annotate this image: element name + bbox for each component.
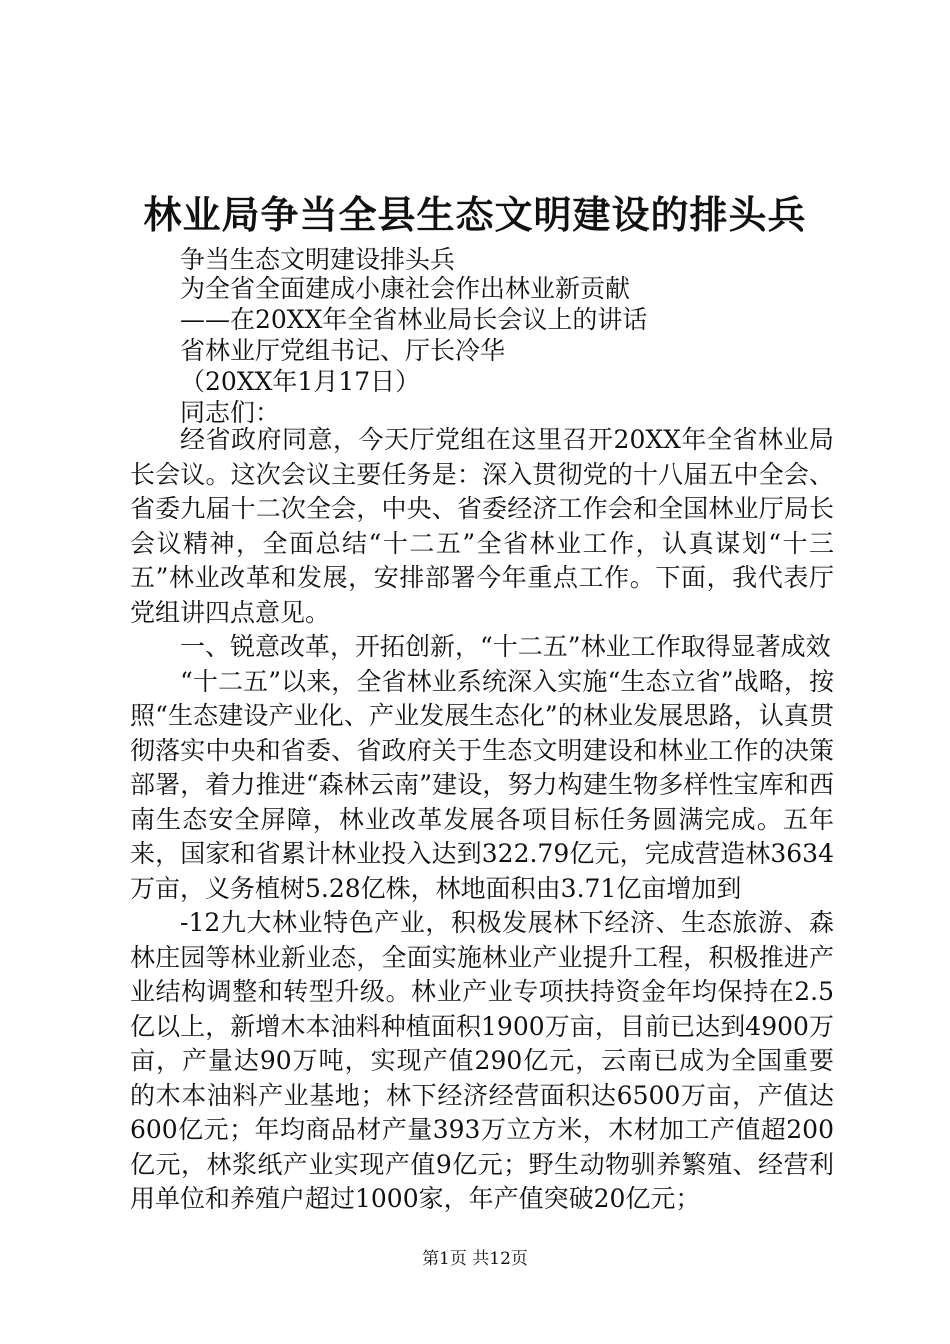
page-footer: 第1页 共12页 [422,1249,528,1269]
document-title: 林业局争当全县生态文明建设的排头兵 [143,192,807,237]
speech-occasion: ——在20XX年全省林业局长会议上的讲话 [180,305,648,334]
subtitle-line: 争当生态文明建设排头兵 [180,245,456,274]
subtitle-line: 为全省全面建成小康社会作出林业新贡献 [180,274,631,303]
paragraph: “十二五”以来，全省林业系统深入实施“生态立省”战略，按照“生态建设产业化、产业发展生态化”的林业发展思路，认真贯彻落实中央和省委、省政府关于生态文明建设和林业工作的决策部署，着力推进“森林云南”建设，努力构建生物多样性宝库和西南生态安全屏障，林业改革发展各项目标任务圆满完成。五年来，国家和省累计林业投入达到322.79亿元，完成营造林3634万亩，义务植树5.28亿株，林地面积由3.71亿亩增加到 [130,666,834,903]
paragraph: -12九大林业特色产业，积极发展林下经济、生态旅游、森林庄园等林业新业态，全面实施林业产业提升工程，积极推进产业结构调整和转型升级。林业产业专项扶持资金年均保持在2.5亿以上，新增木本油料种植面积1900万亩，目前已达到4900万亩，产量达90万吨，实现产值290亿元，云南已成为全国重要的木本油料产业基地；林下经济经营面积达6500万亩，产值达600亿元；年均商品材产量393万立方米，木材加工产值超200亿元，林浆纸产业实现产值9亿元；野生动物驯养繁殖、经营利用单位和养殖户超过1000家，年产值突破20亿元； [130,908,834,1213]
salutation: 同志们： [180,398,281,427]
paragraph: 经省政府同意，今天厅党组在这里召开20XX年全省林业局长会议。这次会议主要任务是：深入贯彻党的十八届五中全会、省委九届十二次全会，中央、省委经济工作会和全国林业厅局长会议精神，全面总结“十二五”全省林业工作，认真谋划“十三五”林业改革和发展，安排部署今年重点工作。下面，我代表厅党组讲四点意见。 [130,425,834,627]
body-text [130,423,834,1217]
speaker-line: 省林业厅党组书记、厅长冷华 [180,336,506,365]
section-heading: 一、锐意改革，开拓创新，“十二五”林业工作取得显著成效 [180,632,831,661]
date-line: （20XX年1月17日） [180,367,421,396]
